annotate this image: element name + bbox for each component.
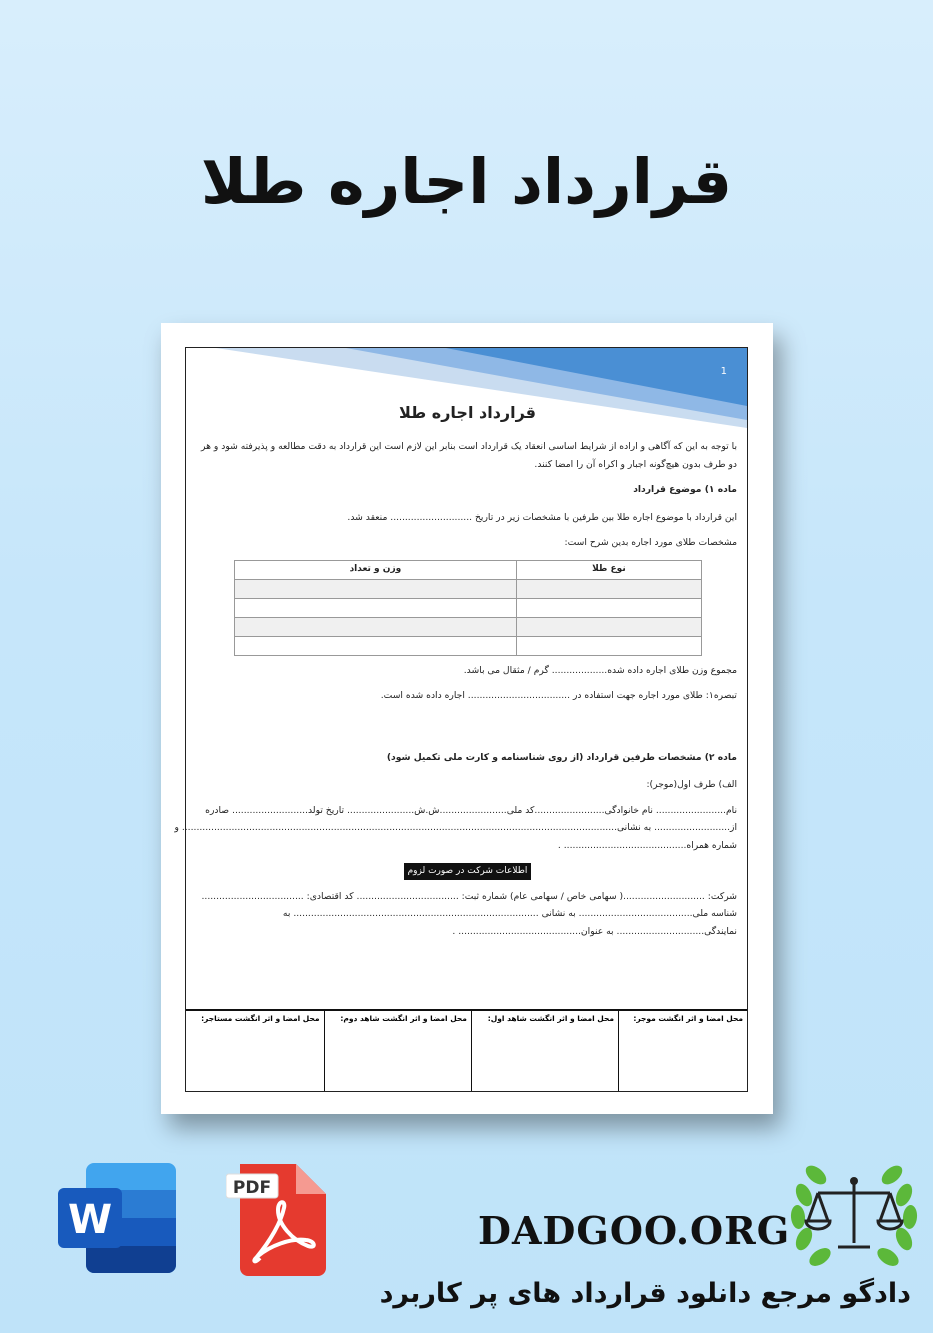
article1-heading: ماده ۱) موضوع قرارداد xyxy=(633,484,737,496)
pdf-file-icon[interactable] xyxy=(226,1160,328,1278)
table-cell[interactable] xyxy=(516,598,701,617)
brand-footer xyxy=(0,1140,933,1333)
article2-heading: ماده ۲) مشخصات طرفین قرارداد (از روی شناسنامه و کارت ملی تکمیل شود) xyxy=(386,751,737,763)
document-body xyxy=(174,398,737,940)
table-row xyxy=(235,579,702,598)
word-letter: W xyxy=(67,1197,113,1243)
company-line1: شرکت: ............................( سهامی خاص / سهامی عام) شماره ثبت: ................................... کد اقتصادی: ................................... xyxy=(201,890,737,902)
table-cell[interactable] xyxy=(516,636,701,655)
table-cell[interactable] xyxy=(235,636,517,655)
document-frame xyxy=(174,347,748,1092)
table-cell[interactable] xyxy=(516,617,701,636)
article1-note: تبصره۱: طلای مورد اجاره جهت استفاده در ................................... اجاره داده شده است. xyxy=(380,690,737,702)
party-line2: از.......................... به نشانی..................................................................................................................................................... و xyxy=(174,822,737,834)
page-number: 1 xyxy=(720,366,727,377)
table-cell[interactable] xyxy=(235,598,517,617)
table-header-row xyxy=(235,560,702,579)
scales-of-justice-icon xyxy=(788,1155,920,1275)
company-line2: شناسه ملی....................................... به نشانی .................................................................................... به xyxy=(282,908,737,920)
table-row xyxy=(235,617,702,636)
party-label: الف) طرف اول(موجر): xyxy=(646,779,737,791)
table-header-gold-type: نوع طلا xyxy=(516,560,701,579)
site-name[interactable]: DADGOO.ORG xyxy=(478,1208,791,1253)
company-line3: نمایندگی.............................. به عنوان.......................................... . xyxy=(452,925,737,937)
table-row xyxy=(235,636,702,655)
signature-table xyxy=(186,1009,747,1091)
intro-paragraph: با توجه به این که آگاهی و اراده از شرایط اساسی انعقاد یک قرارداد است بنابر این لازم است این قرارداد به دقت مطالعه و پذیرفته شود و هر دو طرف بدون هیچ‌گونه اجبار و اکراه آن را امضا کنند. xyxy=(201,441,737,470)
signature-cell-lessor[interactable]: محل امضا و اثر انگشت موجر: xyxy=(619,1010,747,1091)
document-title: قرارداد اجاره طلا xyxy=(398,403,537,422)
document-preview xyxy=(161,323,773,1114)
gold-spec-table xyxy=(234,560,702,656)
signature-cell-witness1[interactable]: محل امضا و اثر انگشت شاهد اول: xyxy=(471,1010,618,1091)
tagline: دادگو مرجع دانلود قرارداد های پر کاربرد xyxy=(379,1278,911,1309)
company-info-label: اطلاعات شرکت در صورت لزوم xyxy=(404,863,532,879)
pdf-label: PDF xyxy=(232,1178,272,1198)
table-cell[interactable] xyxy=(235,579,517,598)
party-line3: شماره همراه.......................................... . xyxy=(557,839,737,851)
banner-title: قرارداد اجاره طلا xyxy=(200,145,733,218)
article1-line2: مشخصات طلای مورد اجاره بدین شرح است: xyxy=(564,537,737,549)
signature-cell-witness2[interactable]: محل امضا و اثر انگشت شاهد دوم: xyxy=(324,1010,471,1091)
table-row xyxy=(235,598,702,617)
article1-total: مجموع وزن طلای اجاره داده شده................... گرم / مثقال می باشد. xyxy=(463,664,737,676)
word-file-icon[interactable] xyxy=(58,1163,176,1273)
table-cell[interactable] xyxy=(516,579,701,598)
table-cell[interactable] xyxy=(235,617,517,636)
table-header-weight: وزن و تعداد xyxy=(235,560,517,579)
article1-line1: این قرارداد با موضوع اجاره طلا بین طرفین با مشخصات زیر در تاریخ ............................ منعقد شد. xyxy=(347,511,737,523)
party-line1: نام........................ نام خانوادگی........................کد ملی.......................ش.ش....................... تاریخ تولد.......................... صادره xyxy=(205,804,737,816)
signature-cell-lessee[interactable]: محل امضا و اثر انگشت مستاجر: xyxy=(186,1010,324,1091)
